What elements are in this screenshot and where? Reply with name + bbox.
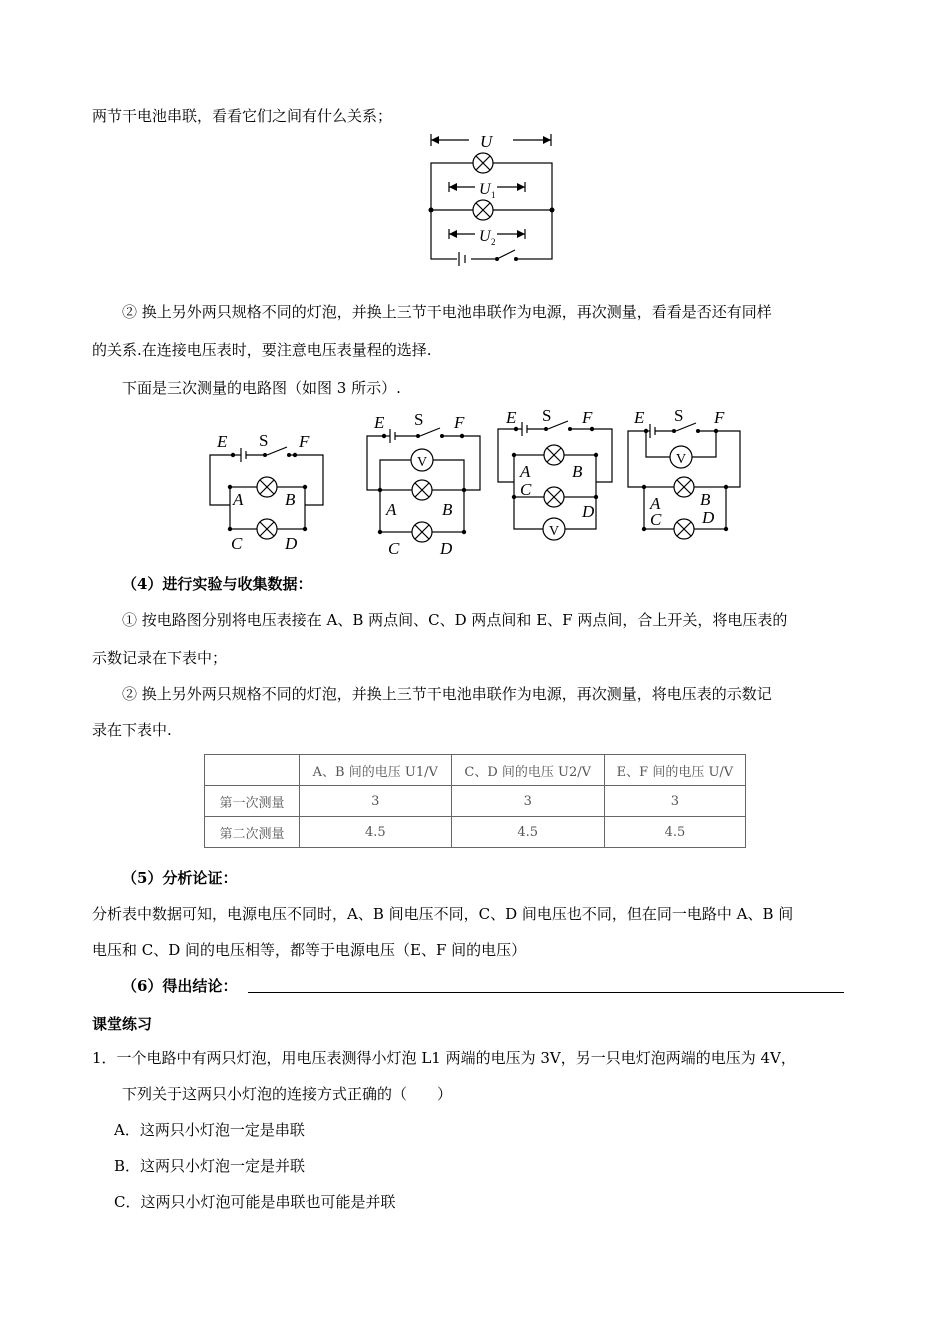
svg-text:S: S bbox=[542, 406, 552, 425]
table-cell: 4.5 bbox=[604, 817, 745, 848]
section5-p-a: 分析表中数据可知，电源电压不同时，A、B 间电压不同，C、D 间电压也不同，但在同一电路中 A、B 间 bbox=[92, 905, 794, 923]
svg-text:E: E bbox=[506, 408, 517, 427]
svg-text:1: 1 bbox=[491, 190, 496, 200]
step2-line-b: 的关系.在连接电压表时，要注意电压表量程的选择. bbox=[92, 341, 432, 359]
section4-p2-b: 录在下表中. bbox=[92, 721, 172, 739]
circuit-diagram-4 bbox=[624, 405, 749, 545]
svg-text:D: D bbox=[702, 508, 715, 527]
svg-text:F: F bbox=[714, 408, 725, 427]
svg-text:2: 2 bbox=[491, 237, 496, 247]
svg-text:C: C bbox=[231, 534, 243, 553]
svg-text:U: U bbox=[479, 228, 491, 245]
svg-text:C: C bbox=[650, 510, 662, 529]
section6-title: （6）得出结论： bbox=[122, 977, 238, 995]
svg-text:S: S bbox=[674, 406, 684, 425]
svg-text:A: A bbox=[650, 494, 661, 513]
table-row bbox=[205, 786, 746, 817]
option-b[interactable]: B．这两只小灯泡一定是并联 bbox=[114, 1157, 306, 1175]
option-c[interactable]: C．这两只小灯泡可能是串联也可能是并联 bbox=[114, 1193, 396, 1211]
svg-text:C: C bbox=[388, 539, 400, 558]
svg-text:B: B bbox=[572, 462, 583, 481]
figures-intro: 下面是三次测量的电路图（如图 3 所示）. bbox=[122, 379, 401, 397]
svg-text:F: F bbox=[582, 408, 593, 427]
practice-title: 课堂练习 bbox=[92, 1015, 153, 1033]
table-header-cell: C、D 间的电压 U2/V bbox=[451, 755, 604, 786]
table-cell: 3 bbox=[451, 786, 604, 817]
table-cell: 4.5 bbox=[300, 817, 452, 848]
svg-text:A: A bbox=[520, 462, 531, 481]
svg-text:A: A bbox=[386, 500, 397, 519]
table-header-cell: A、B 间的电压 U1/V bbox=[300, 755, 452, 786]
table-cell: 4.5 bbox=[451, 817, 604, 848]
svg-text:D: D bbox=[285, 534, 298, 553]
svg-text:V: V bbox=[417, 455, 428, 470]
svg-text:V: V bbox=[549, 524, 560, 539]
svg-text:U: U bbox=[479, 181, 491, 198]
section4-p2-a: ② 换上另外两只规格不同的灯泡，并换上三节干电池串联作为电源，再次测量，将电压表的示数记 bbox=[122, 685, 772, 703]
svg-text:B: B bbox=[442, 500, 453, 519]
table-header-row bbox=[205, 755, 746, 786]
measurement-table bbox=[204, 754, 746, 848]
table-cell: 第二次测量 bbox=[205, 817, 300, 848]
section5-p-b: 电压和 C、D 间的电压相等，都等于电源电压（E、F 间的电压） bbox=[92, 941, 527, 959]
parallel-circuit-figure bbox=[425, 128, 560, 268]
option-a[interactable]: A．这两只小灯泡一定是串联 bbox=[114, 1121, 305, 1139]
svg-text:F: F bbox=[299, 432, 310, 451]
section5-title: （5）分析论证： bbox=[122, 869, 238, 887]
step2-line-a: ② 换上另外两只规格不同的灯泡，并换上三节干电池串联作为电源，再次测量，看看是否还有同样 bbox=[122, 303, 772, 321]
svg-text:E: E bbox=[634, 408, 645, 427]
section4-p1-b: 示数记录在下表中； bbox=[92, 649, 228, 667]
question-1-line-b: 下列关于这两只小灯泡的连接方式正确的（ ） bbox=[122, 1085, 453, 1103]
table-cell: 第一次测量 bbox=[205, 786, 300, 817]
svg-text:U: U bbox=[480, 132, 493, 151]
table-cell: 3 bbox=[300, 786, 452, 817]
svg-text:V: V bbox=[676, 452, 687, 467]
svg-text:S: S bbox=[414, 410, 424, 429]
svg-text:E: E bbox=[217, 432, 228, 451]
svg-text:D: D bbox=[440, 539, 453, 558]
table-row bbox=[205, 817, 746, 848]
svg-text:F: F bbox=[454, 413, 465, 432]
svg-text:D: D bbox=[582, 502, 595, 521]
svg-text:S: S bbox=[259, 431, 269, 450]
answer-blank-line[interactable] bbox=[248, 992, 844, 993]
circuit-diagram-2 bbox=[362, 408, 487, 558]
svg-text:B: B bbox=[285, 490, 296, 509]
circuit-diagram-1 bbox=[205, 425, 335, 555]
table-cell: 3 bbox=[604, 786, 745, 817]
circuit-diagram-3 bbox=[494, 405, 619, 545]
svg-text:A: A bbox=[233, 490, 244, 509]
svg-text:C: C bbox=[520, 480, 532, 499]
table-header-cell: E、F 间的电压 U/V bbox=[604, 755, 745, 786]
intro-line: 两节干电池串联，看看它们之间有什么关系； bbox=[92, 107, 393, 125]
table-header-cell bbox=[205, 755, 300, 786]
svg-text:B: B bbox=[700, 490, 711, 509]
section4-title: （4）进行实验与收集数据： bbox=[122, 575, 313, 593]
question-1-line-a: 1．一个电路中有两只灯泡，用电压表测得小灯泡 L1 两端的电压为 3V，另一只电灯泡两端的电压为 4V， bbox=[92, 1049, 796, 1067]
svg-text:E: E bbox=[374, 413, 385, 432]
section4-p1-a: ① 按电路图分别将电压表接在 A、B 两点间、C、D 两点间和 E、F 两点间，合上开关，将电压表的 bbox=[122, 611, 788, 629]
